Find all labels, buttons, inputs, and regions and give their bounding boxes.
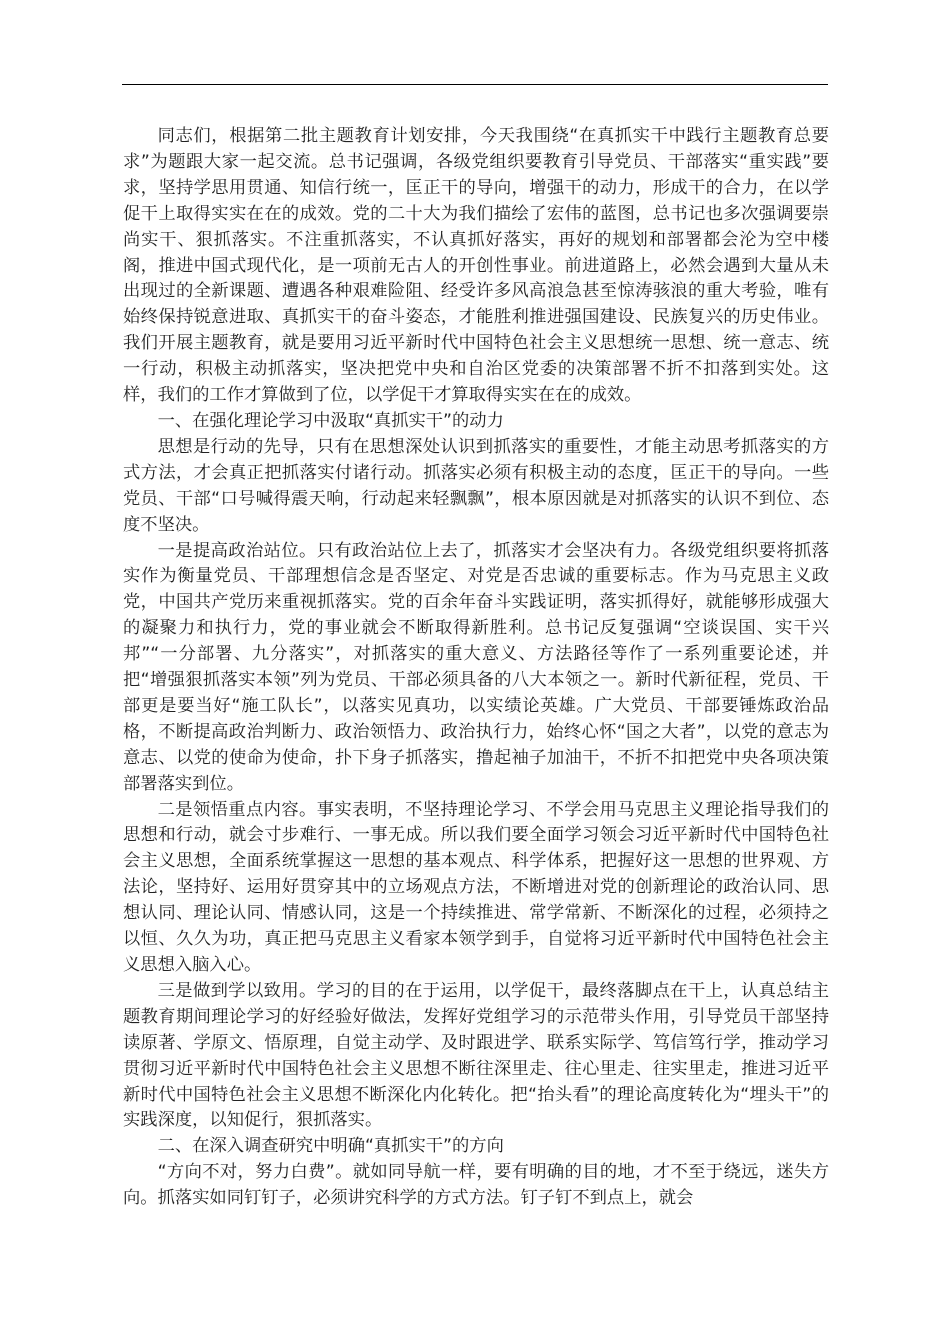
section-heading-2: 二、在深入调查研究中明确“真抓实干”的方向	[157, 1136, 504, 1157]
body-paragraph: 二是领悟重点内容。事实表明，不坚持理论学习、不学会用马克思主义理论指导我们的思想和行动，就会寸步难行、一事无成。所以我们要全面学习领会习近平新时代中国特色社会主义思想，全面系统掌握这一思想的基本观点、科学体系，把握好这一思想的世界观、方法论，坚持好、运用好贯穿其中的立场观点方法，不断增进对党的创新理论的政治认同、思想认同、理论认同、情感认同，这是一个持续推进、常学常新、不断深化的过程，必须持之以恒、久久为功，真正把马克思主义看家本领学到手，自觉将习近平新时代中国特色社会主义思想入脑入心。	[123, 799, 829, 975]
intro-paragraph: 同志们，根据第二批主题教育计划安排，今天我围绕“在真抓实干中践行主题教育总要求”为题跟大家一起交流。总书记强调，各级党组织要教育引导党员、干部落实“重实践”要求，坚持学思用贯通、知信行统一，匡正干的导向，增强干的动力，形成干的合力，在以学促干上取得实实在在的成效。党的二十大为我们描绘了宏伟的蓝图，总书记也多次强调要崇尚实干、狠抓落实。不注重抓落实，不认真抓好落实，再好的规划和部署都会沦为空中楼阁，推进中国式现代化，是一项前无古人的开创性事业。前进道路上，必然会遇到大量从未出现过的全新课题、遭遇各种艰难险阻、经受许多风高浪急甚至惊涛骇浪的重大考验，唯有始终保持锐意进取、真抓实干的奋斗姿态，才能胜利推进强国建设、民族复兴的历史伟业。我们开展主题教育，就是要用习近平新时代中国特色社会主义思想统一思想、统一意志、统一行动，积极主动抓落实，坚决把党中央和自治区党委的决策部署不折不扣落到实处。这样，我们的工作才算做到了位，以学促干才算取得实实在在的成效。	[123, 126, 829, 406]
body-paragraph: 一是提高政治站位。只有政治站位上去了，抓落实才会坚决有力。各级党组织要将抓落实作为衡量党员、干部理想信念是否坚定、对党是否忠诚的重要标志。作为马克思主义政党，中国共产党历来重视抓落实。党的百余年奋斗实践证明，落实抓得好，就能够形成强大的凝聚力和执行力，党的事业就会不断取得新胜利。总书记反复强调“空谈误国、实干兴邦”“一分部署、九分落实”，对抓落实的重大意义、方法路径等作了一系列重要论述，并把“增强狠抓落实本领”列为党员、干部必须具备的八大本领之一。新时代新征程，党员、干部更是要当好“施工队长”，以落实见真功，以实绩论英雄。广大党员、干部要锤炼政治品格，不断提高政治判断力、政治领悟力、政治执行力，始终心怀“国之大者”，以党的意志为意志、以党的使命为使命，扑下身子抓落实，撸起袖子加油干，不折不扣把党中央各项决策部署落实到位。	[123, 540, 829, 794]
body-paragraph: “方向不对，努力白费”。就如同导航一样，要有明确的目的地，才不至于绕远，迷失方向。抓落实如同钉钉子，必须讲究科学的方式方法。钉子钉不到点上，就会	[123, 1162, 829, 1209]
section-heading-1: 一、在强化理论学习中汲取“真抓实干”的动力	[157, 410, 504, 431]
body-paragraph: 三是做到学以致用。学习的目的在于运用，以学促干，最终落脚点在干上，认真总结主题教育期间理论学习的好经验好做法，发挥好党组学习的示范带头作用，引导党员干部坚持读原著、学原文、悟原理，自觉主动学、及时跟进学、联系实际学、笃信笃行学，推动学习贯彻习近平新时代中国特色社会主义思想不断往深里走、往心里走、往实里走，推进习近平新时代中国特色社会主义思想不断深化内化转化。把“抬头看”的理论高度转化为“埋头干”的实践深度，以知促行，狠抓落实。	[123, 980, 829, 1131]
body-paragraph: 思想是行动的先导，只有在思想深处认识到抓落实的重要性，才能主动思考抓落实的方式方法，才会真正把抓落实付诸行动。抓落实必须有积极主动的态度，匡正干的导向。一些党员、干部“口号喊得震天响，行动起来轻飘飘”，根本原因就是对抓落实的认识不到位、态度不坚决。	[123, 436, 829, 535]
document-body	[123, 124, 829, 1212]
header-rule	[122, 84, 828, 85]
